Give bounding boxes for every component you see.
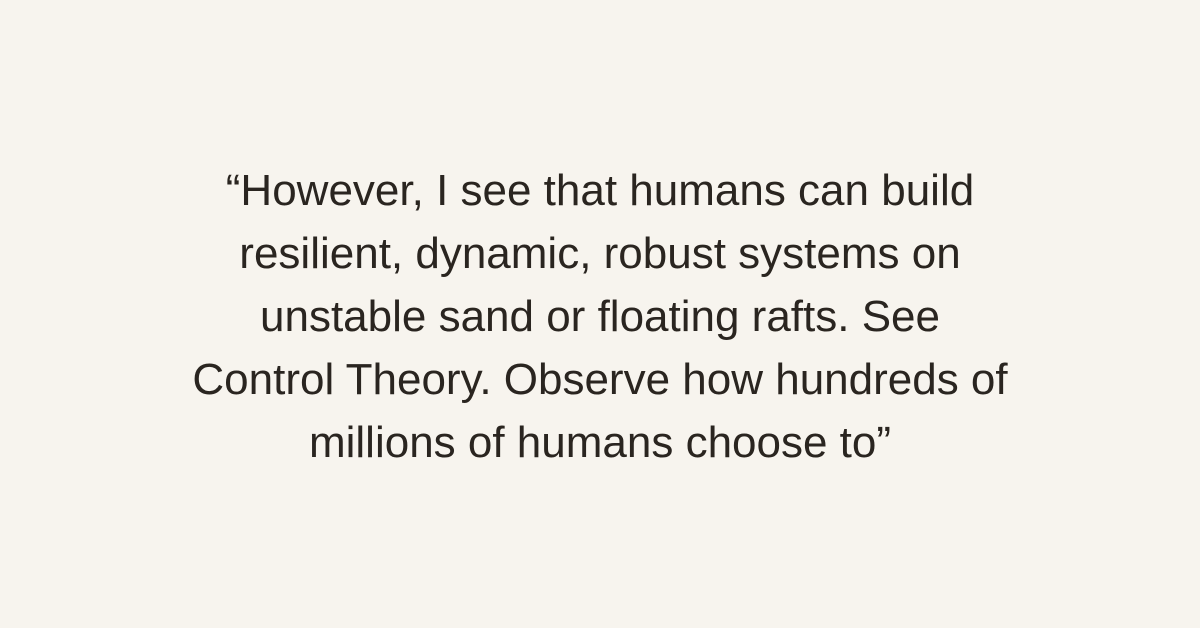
quote-line-2: resilient, dynamic, robust systems on	[239, 228, 961, 278]
quote-line-1: “However, I see that humans can build	[225, 165, 975, 215]
quote-text	[100, 155, 1100, 474]
quote-line-4: Control Theory. Observe how hundreds of	[192, 354, 1008, 404]
quote-line-3: unstable sand or floating rafts. See	[260, 291, 940, 341]
quote-line-5: millions of humans choose to”	[308, 417, 892, 467]
